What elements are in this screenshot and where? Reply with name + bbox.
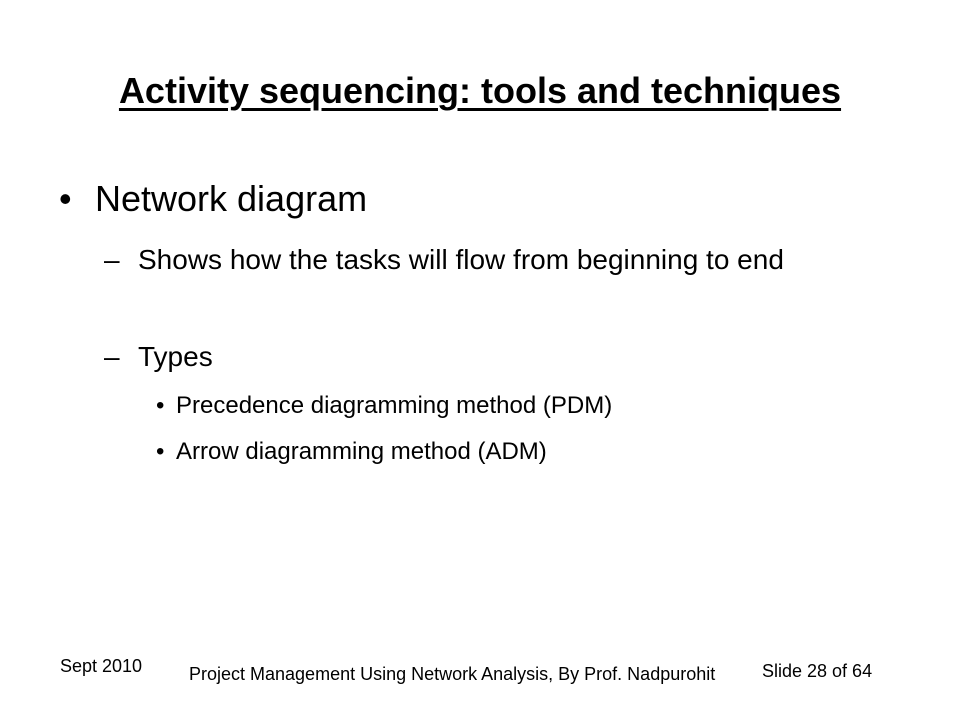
footer-slide-number: Slide 28 of 64	[762, 661, 873, 681]
sub-bullet-text: Types	[138, 341, 213, 372]
bullet-icon: •	[156, 392, 165, 419]
sub-sub-bullet-text: Precedence diagramming method (PDM)	[176, 392, 613, 419]
bullet-icon: •	[156, 438, 165, 465]
dash-icon: –	[104, 244, 120, 275]
bullet-text: Network diagram	[95, 178, 368, 219]
footer-course: Project Management Using Network Analysis, By Prof. Nadpurohit	[189, 664, 716, 684]
slide-title: Activity sequencing: tools and techniques	[118, 70, 842, 111]
dash-icon: –	[104, 341, 120, 372]
footer-date: Sept 2010	[60, 656, 143, 676]
sub-bullet-flow	[104, 242, 884, 278]
bullet-icon: •	[59, 178, 72, 219]
sub-bullet-types	[104, 339, 884, 375]
sub-bullet-text: Shows how the tasks will flow from beginning to end	[138, 244, 784, 275]
sub-sub-bullet-text: Arrow diagramming method (ADM)	[176, 438, 547, 465]
